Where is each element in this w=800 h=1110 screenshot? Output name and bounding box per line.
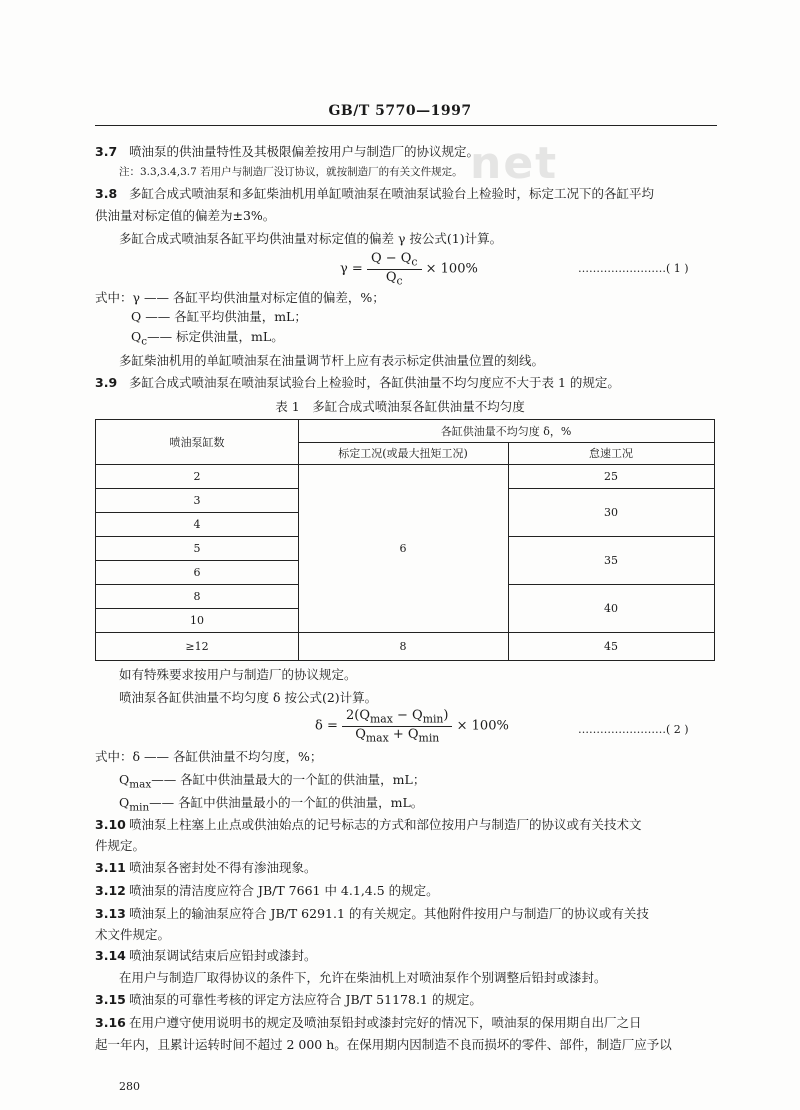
where-1-qc — [131, 327, 284, 348]
definition: —— 各缸中供油量最小的一个缸的供油量，mL。 — [149, 795, 424, 810]
col-group-header: 各缸供油量不均匀度 δ，% — [440, 425, 572, 438]
denominator-mid: + Q — [388, 726, 419, 742]
section-3-14-line2: 在用户与制造厂取得协议的条件下，允许在柴油机上对喷油泵作个别调整后铅封或漆封。 — [119, 970, 607, 985]
header-rule — [95, 125, 717, 126]
section-number: 3.14 — [95, 948, 126, 963]
section-number: 3.12 — [95, 883, 126, 898]
table-caption: 表 1 多缸合成式喷油泵各缸供油量不均匀度 — [275, 399, 525, 414]
denominator: Q — [355, 726, 366, 742]
leader-dots: …………………… — [578, 262, 666, 275]
definition: —— 标定供油量，mL。 — [147, 329, 284, 344]
formula-2 — [315, 708, 509, 744]
section-3-10 — [95, 815, 642, 833]
section-3-16-line2: 起一年内，且累计运转时间不超过 2 000 h。在保用期内因制造不良而损坏的零件、部件，制造厂应予以 — [95, 1037, 672, 1052]
section-text: 喷油泵的供油量特性及其极限偏差按用户与制造厂的协议规定。 — [128, 144, 479, 159]
symbol-sub: max — [129, 778, 152, 791]
after-table-text: 如有特殊要求按用户与制造厂的协议规定。 — [119, 667, 357, 682]
symbol: Q — [119, 772, 130, 787]
section-text: 喷油泵上柱塞上止点或供油始点的记号标志的方式和部位按用户与制造厂的协议或有关技术文 — [128, 817, 642, 832]
section-3-14 — [95, 946, 317, 964]
section-number: 3.11 — [95, 860, 126, 875]
numerator-sub: c — [411, 255, 418, 269]
numerator: 2(Q — [346, 708, 371, 723]
table-cell-idle: 25 — [604, 469, 618, 483]
table-cell-idle: 30 — [604, 505, 618, 519]
sub-min: min — [422, 712, 444, 726]
table-cell-cylinders: 10 — [190, 613, 204, 627]
leader-dots: …………………… — [578, 723, 666, 736]
symbol-sub: c — [141, 335, 148, 348]
section-text: 喷油泵的清洁度应符合 JB/T 7661 中 4.1,4.5 的规定。 — [128, 883, 439, 898]
where-2-intro: 式中：δ —— 各缸供油量不均匀度，%； — [95, 749, 323, 764]
section-number: 3.7 — [95, 144, 118, 159]
table-cell-cylinders: 4 — [193, 517, 201, 531]
page-number: 280 — [119, 1080, 140, 1093]
numerator: Q − Q — [370, 251, 412, 266]
symbol-sub: min — [129, 801, 150, 814]
section-text: 喷油泵上的输油泵应符合 JB/T 6291.1 的有关规定。其他附件按用户与制造厂的协议或有关技 — [128, 906, 649, 921]
formula-2-number — [578, 723, 689, 736]
where-2-qmax — [119, 770, 425, 791]
formula-tail: × 100% — [456, 718, 509, 734]
watermark: net — [470, 138, 559, 189]
section-3-13-line2: 术文件规定。 — [95, 927, 171, 942]
col-header-idle: 怠速工况 — [589, 447, 633, 460]
section-number: 3.16 — [95, 1015, 126, 1030]
page-header: GB/T 5770—1997 — [328, 103, 472, 119]
section-text: 多缸合成式喷油泵在喷油泵试验台上检验时，各缸供油量不均匀度应不大于表 1 的规定。 — [128, 375, 620, 390]
section-text: 喷油泵调试结束后应铅封或漆封。 — [128, 948, 317, 963]
where-2-qmin — [119, 793, 423, 814]
table-1 — [95, 419, 715, 661]
formula-tail: × 100% — [425, 261, 478, 277]
where-1-after: 多缸柴油机用的单缸喷油泵在油量调节杆上应有表示标定供油量位置的刻线。 — [119, 353, 545, 368]
section-text: 喷油泵各密封处不得有渗油现象。 — [128, 860, 317, 875]
section-number: 3.10 — [95, 817, 126, 832]
symbol: Q — [131, 329, 142, 344]
section-3-8-line3: 多缸合成式喷油泵各缸平均供油量对标定值的偏差 γ 按公式(1)计算。 — [119, 231, 503, 246]
section-number: 3.9 — [95, 375, 118, 390]
section-text: 多缸合成式喷油泵和多缸柴油机用单缸喷油泵在喷油泵试验台上检验时，标定工况下的各缸平均 — [128, 186, 654, 201]
equation-tag: ( 2 ) — [666, 723, 689, 736]
sub-min: min — [418, 731, 440, 745]
section-number: 3.15 — [95, 992, 126, 1007]
section-3-12 — [95, 881, 439, 899]
col-header-cylinders: 喷油泵缸数 — [169, 436, 225, 449]
section-3-10-line2: 件规定。 — [95, 838, 146, 853]
section-3-9 — [95, 373, 620, 391]
equation-tag: ( 1 ) — [666, 262, 689, 275]
table-cell-rated-last: 8 — [399, 639, 407, 653]
sub-max: max — [370, 712, 393, 726]
section-text: 在用户遵守使用说明书的规定及喷油泵铅封或漆封完好的情况下，喷油泵的保用期自出厂之日 — [128, 1015, 642, 1030]
section-number: 3.13 — [95, 906, 126, 921]
table-cell-idle: 45 — [604, 639, 618, 653]
table-cell-cylinders: 5 — [193, 541, 201, 555]
section-text: 喷油泵的可靠性考核的评定方法应符合 JB/T 51178.1 的规定。 — [128, 992, 482, 1007]
col-header-rated: 标定工况(或最大扭矩工况) — [338, 447, 468, 460]
formula-1-number — [578, 262, 689, 275]
formula-lhs: γ = — [340, 261, 363, 277]
denominator: Q — [385, 269, 397, 285]
section-3-16 — [95, 1013, 642, 1031]
where-1-intro: 式中：γ —— 各缸平均供油量对标定值的偏差，%； — [95, 290, 385, 305]
table-cell-cylinders: 6 — [193, 565, 201, 579]
section-3-13 — [95, 904, 649, 922]
definition: —— 各缸中供油量最大的一个缸的供油量，mL； — [151, 772, 426, 787]
sub-max: max — [365, 731, 389, 745]
section-3-8 — [95, 184, 654, 202]
formula-2-intro: 喷油泵各缸供油量不均匀度 δ 按公式(2)计算。 — [119, 690, 378, 705]
formula-fraction — [342, 708, 452, 744]
table-cell-rated-merged: 6 — [399, 541, 407, 555]
table-cell-cylinders: 8 — [193, 589, 201, 603]
section-number: 3.8 — [95, 186, 118, 201]
table-cell-cylinders: 3 — [193, 493, 201, 507]
table-cell-idle: 35 — [604, 553, 618, 567]
formula-lhs: δ = — [315, 718, 338, 734]
denominator-sub: c — [396, 274, 403, 288]
where-1-q: Q —— 各缸平均供油量，mL； — [131, 309, 307, 324]
section-3-7 — [95, 142, 479, 160]
table-cell-cylinders: ≥12 — [185, 639, 209, 653]
section-3-15 — [95, 990, 482, 1008]
symbol: Q — [119, 795, 130, 810]
table-cell-cylinders: 2 — [193, 469, 201, 483]
section-3-11 — [95, 858, 317, 876]
numerator-end: ) — [443, 708, 449, 723]
table-cell-idle: 40 — [604, 601, 618, 615]
note: 注：3.3,3.4,3.7 若用户与制造厂没订协议，就按制造厂的有关文件规定。 — [119, 166, 463, 178]
numerator-mid: − Q — [392, 708, 423, 723]
section-3-8-line2: 供油量对标定值的偏差为±3%。 — [95, 208, 276, 223]
formula-1 — [340, 251, 478, 287]
formula-fraction — [367, 251, 422, 287]
